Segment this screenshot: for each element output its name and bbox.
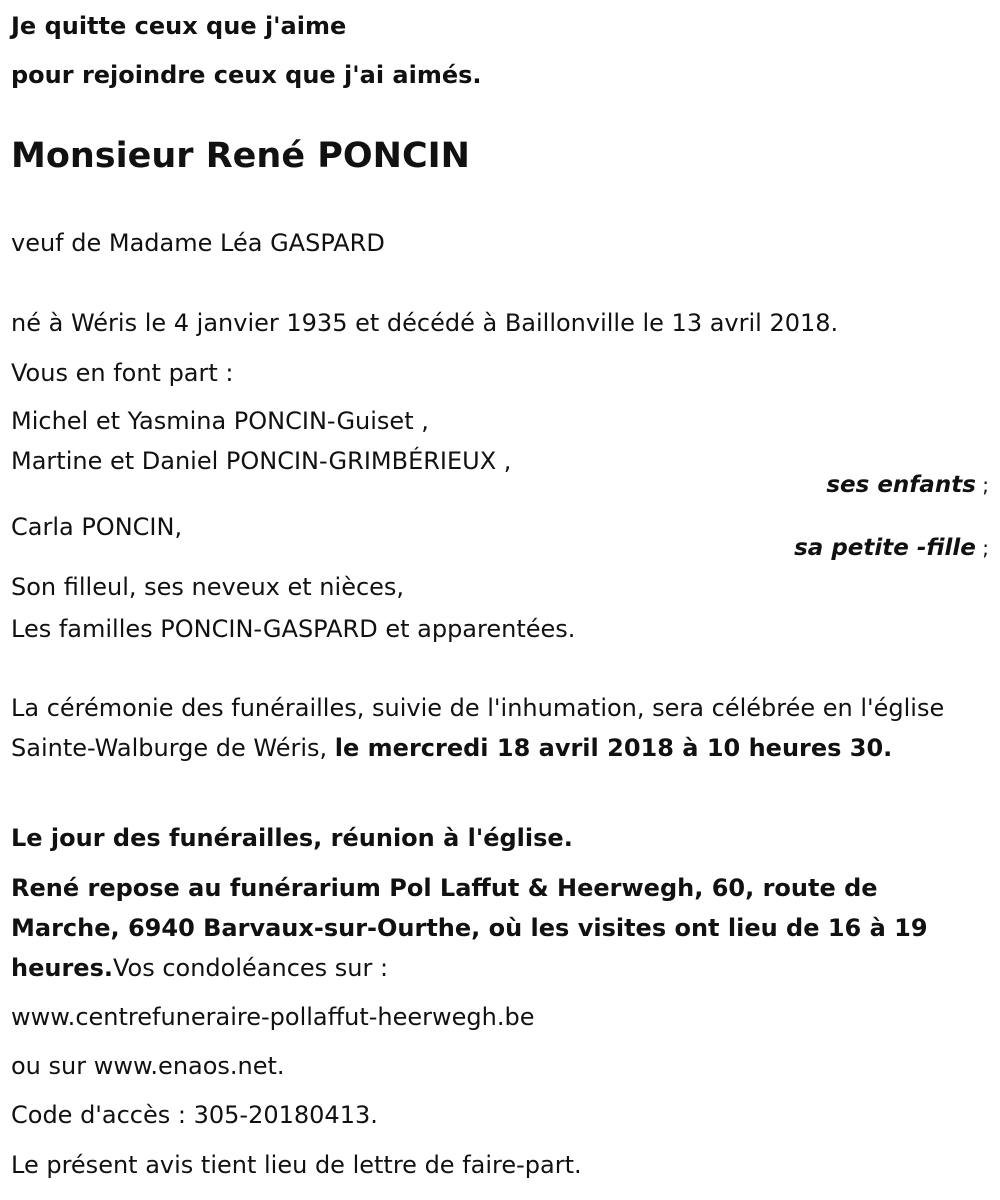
birth-death-line: né à Wéris le 4 janvier 1935 et décédé à Baillonville le 13 avril 2018. bbox=[11, 309, 839, 337]
ceremony-datetime: le mercredi 18 avril 2018 à 10 heures 30. bbox=[334, 734, 893, 762]
closing-line: Le présent avis tient lieu de lettre de faire-part. bbox=[11, 1151, 582, 1179]
website-line-1: www.centrefuneraire-pollaffut-heerwegh.be bbox=[11, 1003, 535, 1031]
website-line-2: ou sur www.enaos.net. bbox=[11, 1052, 285, 1080]
children-relation bbox=[826, 468, 989, 502]
others-line-2: Les familles PONCIN-GASPARD et apparentées. bbox=[11, 615, 576, 643]
access-code-line: Code d'accès : 305-20180413. bbox=[11, 1101, 378, 1129]
announcers-intro: Vous en font part : bbox=[11, 359, 234, 387]
grandchild-relation bbox=[794, 531, 989, 565]
ceremony-text: La cérémonie des funérailles, suivie de l'inhumation, sera célébrée en l'église Sainte-Walburge de Wéris, bbox=[11, 694, 945, 762]
grandchild-relation-separator: ; bbox=[975, 536, 989, 560]
children-relation-separator: ; bbox=[975, 473, 989, 497]
epigraph-line-1: Je quitte ceux que j'aime bbox=[11, 12, 347, 40]
spouse-line: veuf de Madame Léa GASPARD bbox=[11, 229, 385, 257]
children-relation-label: ses enfants bbox=[826, 472, 976, 498]
others-line-1: Son filleul, ses neveux et nièces, bbox=[11, 573, 405, 601]
child-line-1: Michel et Yasmina PONCIN-Guiset , bbox=[11, 407, 429, 435]
deceased-name: Monsieur René PONCIN bbox=[11, 136, 470, 176]
child-line-2: Martine et Daniel PONCIN-GRIMBÉRIEUX , bbox=[11, 447, 512, 475]
grandchild-relation-label: sa petite -fille bbox=[794, 535, 976, 561]
grandchild-line: Carla PONCIN, bbox=[11, 513, 183, 541]
condolences-text: Vos condoléances sur : bbox=[112, 954, 389, 982]
meeting-line: Le jour des funérailles, réunion à l'église. bbox=[11, 824, 573, 852]
visitation-paragraph bbox=[11, 868, 989, 988]
ceremony-paragraph bbox=[11, 688, 989, 768]
epigraph-line-2: pour rejoindre ceux que j'ai aimés. bbox=[11, 61, 482, 89]
visitation-text: René repose au funérarium Pol Laffut & Heerwegh, 60, route de Marche, 6940 Barvaux-sur-Ourthe, où les visites ont lieu de 16 à 19 heures. bbox=[11, 874, 928, 982]
